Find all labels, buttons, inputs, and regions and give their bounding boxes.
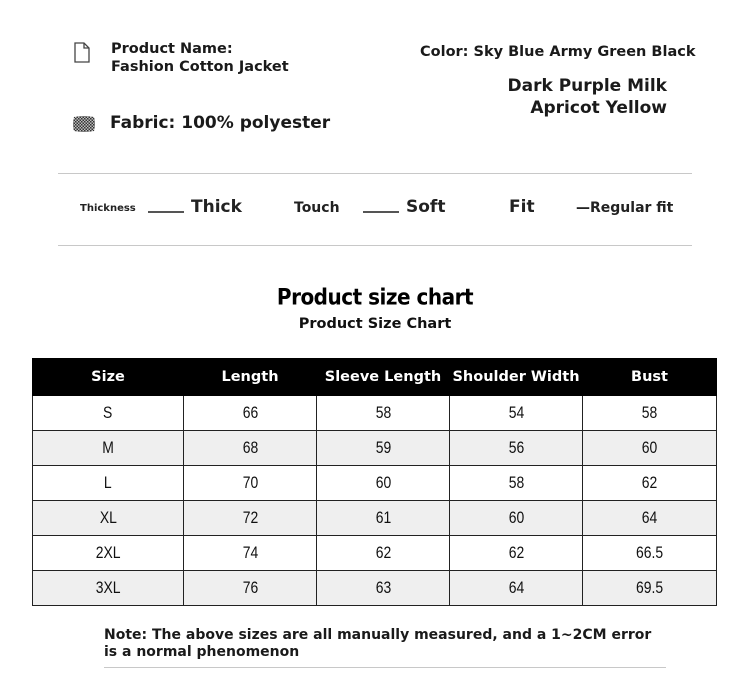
color-info-continued xyxy=(508,75,667,119)
cell-shoulder-width xyxy=(450,501,583,536)
cell-text: M xyxy=(102,438,114,457)
cell-text: 56 xyxy=(508,438,524,457)
cell-length xyxy=(184,536,317,571)
product-name xyxy=(111,40,289,76)
cell-bust xyxy=(583,501,717,536)
cell-text: 58 xyxy=(375,403,391,422)
cell-bust xyxy=(583,571,717,606)
cell-text: 66.5 xyxy=(635,543,664,562)
cell-text: 74 xyxy=(242,543,258,562)
size-chart-title: Product size chart xyxy=(276,283,474,311)
header-sleeve-length: Sleeve Length xyxy=(317,359,450,396)
product-name-value: Fashion Cotton Jacket xyxy=(111,59,289,75)
cell-text: 2XL xyxy=(95,543,121,562)
header-bust: Bust xyxy=(583,359,717,396)
cell-text: 62 xyxy=(375,543,391,562)
document-icon xyxy=(74,42,90,63)
product-name-label: Product Name: xyxy=(111,41,233,57)
cell-text: 54 xyxy=(508,403,524,422)
cell-text: 62 xyxy=(508,543,524,562)
cell-shoulder-width xyxy=(450,536,583,571)
cell-sleeve-length xyxy=(317,396,450,431)
touch-label: Touch xyxy=(294,200,340,216)
thickness-value: Thick xyxy=(191,197,242,217)
cell-text: 64 xyxy=(641,508,658,527)
thickness-label: Thickness xyxy=(80,203,136,214)
cell-text: L xyxy=(104,473,112,492)
cell-text: 60 xyxy=(375,473,391,492)
cell-length xyxy=(184,431,317,466)
divider-middle xyxy=(58,245,692,246)
cell-sleeve-length xyxy=(317,571,450,606)
cell-text: 63 xyxy=(375,578,391,597)
cell-text: 72 xyxy=(242,508,258,527)
table-row xyxy=(33,431,717,466)
cell-text: 76 xyxy=(242,578,258,597)
table-row xyxy=(33,571,717,606)
table-header-row xyxy=(33,359,717,396)
cell-sleeve-length xyxy=(317,501,450,536)
header-size: Size xyxy=(33,359,184,396)
cell-bust xyxy=(583,536,717,571)
cell-size xyxy=(33,396,184,431)
cell-size xyxy=(33,431,184,466)
cell-text: 59 xyxy=(375,438,391,457)
cell-text: 62 xyxy=(641,473,658,492)
cell-text: 58 xyxy=(508,473,524,492)
size-chart-subtitle: Product Size Chart xyxy=(298,316,452,332)
measurement-note: Note: The above sizes are all manually measured, and a 1~2CM error is a normal phenomenon xyxy=(104,627,652,660)
cell-size xyxy=(33,466,184,501)
fabric-info: Fabric: 100% polyester xyxy=(110,113,331,133)
color-line-3: Apricot Yellow xyxy=(530,98,667,118)
table-row xyxy=(33,466,717,501)
cell-bust xyxy=(583,396,717,431)
cell-text: 66 xyxy=(242,403,258,422)
cell-bust xyxy=(583,466,717,501)
fabric-texture-icon xyxy=(72,115,96,133)
table-row xyxy=(33,501,717,536)
cell-text: 60 xyxy=(641,438,658,457)
header-length: Length xyxy=(184,359,317,396)
divider-bottom xyxy=(104,667,666,668)
cell-text: 68 xyxy=(242,438,258,457)
cell-text: 61 xyxy=(375,508,391,527)
cell-text: 3XL xyxy=(95,578,121,597)
table-row xyxy=(33,396,717,431)
color-info: Color: Sky Blue Army Green Black xyxy=(420,44,696,60)
thickness-dash xyxy=(148,211,184,213)
touch-value: Soft xyxy=(406,197,446,217)
cell-length xyxy=(184,466,317,501)
size-table xyxy=(32,358,717,606)
cell-text: 58 xyxy=(641,403,658,422)
cell-size xyxy=(33,536,184,571)
cell-shoulder-width xyxy=(450,396,583,431)
fit-label: Fit xyxy=(509,197,535,217)
cell-sleeve-length xyxy=(317,536,450,571)
cell-text: 69.5 xyxy=(635,578,664,597)
fit-value: —Regular fit xyxy=(576,200,674,216)
cell-size xyxy=(33,571,184,606)
cell-shoulder-width xyxy=(450,571,583,606)
cell-text: S xyxy=(103,403,113,422)
cell-shoulder-width xyxy=(450,431,583,466)
cell-sleeve-length xyxy=(317,466,450,501)
cell-size xyxy=(33,501,184,536)
cell-length xyxy=(184,501,317,536)
cell-text: 70 xyxy=(242,473,258,492)
touch-dash xyxy=(363,211,399,213)
divider-top xyxy=(58,173,692,174)
cell-shoulder-width xyxy=(450,466,583,501)
cell-text: 64 xyxy=(508,578,524,597)
color-line-2: Dark Purple Milk xyxy=(507,76,667,96)
table-row xyxy=(33,536,717,571)
cell-sleeve-length xyxy=(317,431,450,466)
header-shoulder-width: Shoulder Width xyxy=(450,359,583,396)
cell-text: 60 xyxy=(508,508,524,527)
cell-length xyxy=(184,571,317,606)
cell-bust xyxy=(583,431,717,466)
cell-length xyxy=(184,396,317,431)
cell-text: XL xyxy=(99,508,117,527)
